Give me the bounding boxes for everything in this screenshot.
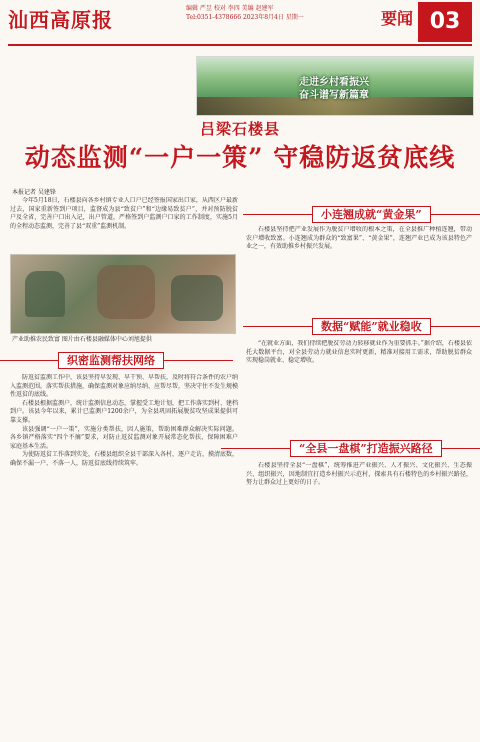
article-photo xyxy=(10,254,236,334)
right-col-bottom-text: 石楼县坚持全县“一盘棋”，统筹推进产业振兴、人才振兴、文化振兴、生态振兴、组织振兴，因地制宜打造乡村振兴示范村，探索具有石楼特色的乡村振兴路径，努力让群众过上更好的日子。 xyxy=(246,462,472,487)
right-column-top xyxy=(246,226,472,302)
article-paragraph-1: 石楼县根据监测户，统计监测信息动态，掌握受工地计划，把工作落实到村、建档到户。该县今年以来，累计已监测户1200余户，为全县巩固拓展脱贫攻坚成果提供可靠支撑。 xyxy=(10,399,238,424)
header-meta-line2: Tel:0351-4378666 2023年8月4日 星期一 xyxy=(186,14,304,21)
article-paragraph-3: 为使防返贫工作落到实处，石楼县组织全县干部深入各村，逐户走访，摸清底数，确保不漏一户、不落一人，防返贫底线持续筑牢。 xyxy=(10,451,238,467)
page-header xyxy=(0,0,480,44)
photo-figure-3 xyxy=(171,275,223,321)
header-meta-line1: 编辑 严昱 校对 李四 美编 赵建军 xyxy=(186,5,274,12)
lead-text: 今年5月18日，石楼县向各乡村镇专业人口户已经签报国家出口家，从西区户最新过去，国家重新签到户项目，监督成为县“致贫户”和“边缘易致贫户”，并对预防脱贫户及全省，完善户口出入记，出户管道，严格签到户监测户口家的工作制度，实施5月的全程动态监测，完善了县“双重”监测机制。 xyxy=(10,197,238,230)
right-col-top-text: 石楼县坚持把产业发展作为脱贫户增收的根本之策，在全县推广种植连翘，带动农户增收致富。小连翘成为群众的“致富果”、“黄金果”，连翘产业已成为该县特色产业之一，有效助推乡村振兴发展。 xyxy=(246,226,472,251)
subhead-bottom xyxy=(290,440,442,457)
subhead-middle-text: 数据“赋能”就业稳收 xyxy=(321,320,422,333)
article-paragraph-2: 该县强调“一户一策”，实施分类帮扶，因人施策，帮助困难群众解决实际问题。各乡镇严格落实“四个不摘”要求，对防止返贫监测对象开展常态化帮扶，保障困难户家庭基本生活。 xyxy=(10,425,238,450)
left-col-bottom-text: 防返贫监测工作中，该县坚持早发现、早干预、早帮扶，及时将符合条件的农户纳入监测范围，落实帮扶措施，确保监测对象应纳尽纳、应帮尽帮，坚决守住不发生规模性返贫的底线。 xyxy=(10,374,238,399)
header-meta xyxy=(186,4,410,22)
subhead-left-text: 织密监测帮扶网络 xyxy=(67,354,155,367)
photo-figure-1 xyxy=(25,271,65,317)
subhead-top-text: 小连翘成就“黄金果” xyxy=(321,208,422,221)
section-name: 要闻 xyxy=(381,9,414,28)
subhead-top xyxy=(312,206,431,223)
right-column-middle xyxy=(246,340,472,424)
banner-caption: 走进乡村看振兴 奋斗谱写新篇章 xyxy=(299,77,369,101)
photo-caption: 产业助推农民致富 图片由石楼县融媒体中心刘旭提供 xyxy=(12,336,152,343)
header-rule xyxy=(8,44,472,46)
subhead-middle xyxy=(312,318,431,335)
left-column-bottom xyxy=(10,374,238,736)
lead-paragraph xyxy=(10,197,238,249)
article-headline: 动态监测“一户一策” 守稳防返贫底线 xyxy=(24,143,456,172)
subhead-bottom-text: “全县一盘棋”打造振兴路径 xyxy=(299,442,433,455)
right-column-bottom xyxy=(246,462,472,734)
article-kicker: 吕梁石楼县 xyxy=(199,120,280,138)
right-col-middle-text: “在就业方面，我们持续把脱贫劳动力转移就业作为重要抓手。”据介绍，石楼县依托大数据平台，对全县劳动力就业信息实时更新，精准对接用工需求，帮助脱贫群众实现稳岗就业、稳定增收。 xyxy=(246,340,472,365)
article-byline: 本报记者 吴建锋 xyxy=(12,189,56,196)
banner-photo xyxy=(196,56,474,116)
photo-figure-2 xyxy=(97,265,155,319)
subhead-left xyxy=(58,352,164,369)
masthead: 汕西高原报 xyxy=(8,8,113,32)
page-number-badge: 03 xyxy=(418,2,472,42)
